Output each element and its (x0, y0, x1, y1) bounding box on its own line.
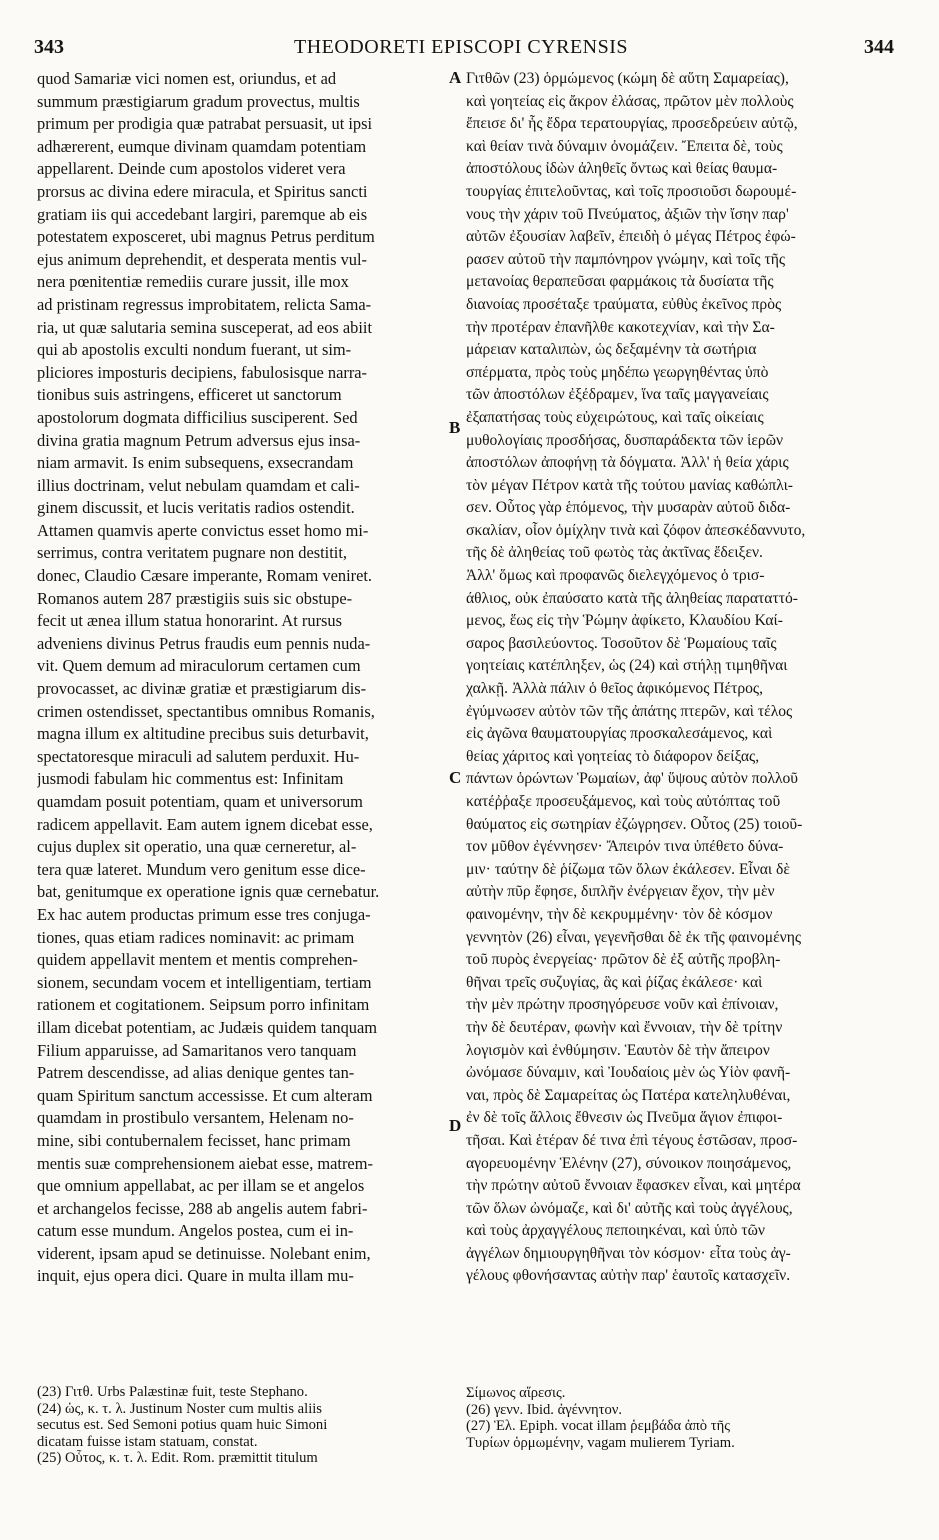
latin-text-line: pliciores imposturis decipiens, fabulosisque narra- (37, 362, 368, 382)
greek-text-line: άθλιος, οὐκ ἐπαύσατο κατὰ τῆς ἀληθείας παραταττό- (466, 589, 798, 607)
footnote-line: (27) Ἑλ. Epiph. vocat illam ῥεμβάδα ἀπὸ τῆς (466, 1418, 731, 1435)
greek-text-line: αὐτῶν ἐξουσίαν λαβεῖν, ἐπειδὴ ὁ μέγας Πέτρος ἐφώ- (466, 228, 796, 246)
latin-text-line: que omnium appellabat, ac per illam se et angelos (37, 1176, 365, 1196)
greek-text-line: χαλκῇ. Ἀλλὰ πάλιν ὁ θεῖος ἀφικόμενος Πέτρος, (466, 680, 764, 698)
latin-text-line: summum præstigiarum gradum provectus, multis (37, 91, 360, 111)
greek-text-line: ναι, πρὸς δὲ Σαμαρείτας ὡς Πατέρα κατεληλυθέναι, (466, 1086, 791, 1104)
latin-text-line: primum per prodigia quæ patrabat persuasit, ut ipsi (37, 114, 373, 134)
greek-text-line: μυθολογίαις προσδήσας, δυσπαράδεκτα τῶν ἱερῶν (466, 431, 784, 449)
latin-text-line: Filium apparuisse, ad Samaritanos vero tanquam (37, 1040, 357, 1060)
latin-text-line: gratiam iis qui accedebant largiri, paremque ab eis (37, 204, 368, 224)
greek-text-line: γέλους φθονήσαντας αὐτὴν παρ' ἑαυτοῖς κατασχεῖν. (466, 1267, 791, 1285)
greek-text-line: ἐξαπατήσας τοὺς εὐχειρώτους, καὶ ταῖς οἰκείαις (466, 408, 764, 426)
greek-text-line: ἀγγέλων δημιουργηθῆναι τὸν κόσμον· εἶτα τοὺς ἀγ- (466, 1244, 791, 1262)
latin-text-line: fecit ut ænea illum statua honorarint. At rursus (37, 611, 342, 631)
footnote-line: (25) Οὗτος, κ. τ. λ. Edit. Rom. præmittit titulum (37, 1450, 318, 1467)
latin-text-line: catum esse mundum. Angelos postea, cum ei in- (37, 1221, 354, 1241)
latin-text-line: mentis suæ comprehensionem aiebat esse, matrem- (37, 1153, 373, 1173)
latin-text-line: illam dicebat potentiam, ac Judæis quidem tanquam (37, 1017, 378, 1037)
latin-text-line: potestatem exposceret, ubi magnus Petrus perditum (37, 227, 375, 247)
greek-text-line: τῆσαι. Καὶ ἑτέραν δέ τινα ἐπὶ τέγους ἑστῶσαν, προσ- (466, 1131, 798, 1149)
greek-text-line: ἔπεισε δι' ἧς ἔδρα τερατουργίας, προσεδρεύειν αὐτῷ, (466, 115, 798, 133)
latin-text-line: spectatoresque miraculi ad salutem perduxit. Hu- (37, 746, 360, 766)
latin-text-line: donec, Claudio Cæsare imperante, Romam veniret. (37, 566, 373, 586)
latin-text-line: radicem appellavit. Eam autem ignem dicebat esse, (37, 814, 373, 834)
greek-text-line: σαρος βασιλεύοντος. Τοσοῦτον δὲ Ῥωμαίους ταῖς (466, 634, 777, 652)
greek-text-line: ἐγύμνωσεν αὐτὸν τῶν τῆς ἀπάτης πτερῶν, καὶ τέλος (466, 702, 793, 720)
footnote-line: Σίμωνος αἵρεσις. (466, 1385, 566, 1401)
footnotes-left (37, 1384, 465, 1467)
latin-text-column (37, 68, 465, 1288)
latin-text-line: Ex hac autem productas primum esse tres conjuga- (37, 904, 371, 924)
greek-text-line: τον μῦθον ἐγέννησεν· Ἄπειρόν τινα ὑπέθετο δύνα- (466, 838, 784, 856)
greek-text-column (466, 68, 896, 1288)
latin-text-line: niam armavit. Is enim subsequens, exsecrandam (37, 453, 354, 473)
greek-text-line: εἰς ἀγῶνα θαυματουργίας προσκαλεσάμενος, καὶ (466, 725, 773, 743)
greek-text-line: Ἀλλ' ὅμως καὶ προφανῶς διελεγχόμενος ὁ τρισ- (466, 567, 765, 585)
footnote-line: (26) γενν. Ibid. ἀγέννητον. (466, 1401, 623, 1418)
greek-text-line: φαινομένην, τὴν δὲ κεκρυμμένην· τὸν δὲ κόσμον (466, 905, 773, 923)
latin-text-line: ginem discussit, et lucis veritatis radios ostendit. (37, 498, 355, 518)
greek-text-line: ρασεν αὐτοῦ τὴν παμπόνηρον γνώμην, καὶ τοῖς τῆς (466, 250, 786, 268)
greek-text-line: γεννητὸν (26) εἶναι, γεγενῆσθαι δὲ ἐκ τῆς φαινομένης (466, 928, 802, 946)
latin-text-line: tionibus suis astringens, efficeret ut sanctorum (37, 385, 342, 405)
greek-text-line: τοῦ πυρὸς ἐνεργείας· πρῶτον δὲ ἐξ αὐτῆς προβλη- (466, 951, 781, 969)
greek-text-line: τὴν δὲ δευτέραν, φωνὴν καὶ ἔννοιαν, τὴν δὲ τρίτην (466, 1018, 783, 1036)
greek-text-line: Γιτθῶν (23) ὁρμώμενος (κώμη δὲ αὕτη Σαμαρείας), (466, 70, 789, 87)
footnote-line: (24) ὡς, κ. τ. λ. Justinum Noster cum multis aliis (37, 1400, 322, 1417)
latin-text-line: ria, ut quæ salutaria semina susceperat, ad eos abiit (37, 317, 372, 337)
footnote-line: (23) Γιτθ. Urbs Palæstinæ fuit, teste Stephano. (37, 1384, 308, 1400)
latin-text-line: provocasset, ac divinæ gratiæ et præstigiarum dis- (37, 679, 367, 699)
latin-text-line: rationem et cogitationem. Seipsum porro infinitam (37, 995, 370, 1015)
latin-text-line: tiones, quas etiam radices nominavit: ac primam (37, 927, 355, 947)
latin-text-line: nera pœnitentiæ remediis curare jussit, ille mox (37, 272, 349, 292)
margin-marker-a: A (449, 68, 462, 87)
greek-text-line: ἀποστόλους ἰδὼν ἀληθεῖς ὄντως καὶ θείας θαυμα- (466, 160, 778, 178)
margin-marker-b: B (449, 418, 461, 437)
latin-text-line: quamdam in prostibulo versantem, Helenam no- (37, 1108, 354, 1128)
greek-text-line: σκαλίαν, οἷον ὁμίχλην τινὰ καὶ ζόφον ἀπεσκέδαννυτο, (466, 521, 806, 539)
latin-text-line: apostolorum dogmata difficilius susciperent. Sed (37, 407, 358, 427)
latin-text-line: inquit, ejus opera dici. Quare in multa illam mu- (37, 1266, 354, 1286)
latin-text-line: ejus animum deprehendit, et desperata mentis vul- (37, 249, 367, 269)
latin-text-line: adhærerent, eumque divinam quamdam potentiam (37, 136, 367, 156)
greek-text-line: μετανοίας θεραπεῦσαι φαρμάκοις τὰ δυσίατα τῆς (466, 273, 774, 291)
latin-text-line: ad pristinam regressus improbitatem, relicta Sama- (37, 294, 372, 314)
greek-text-line: σεν. Οὗτος γὰρ ἑπόμενος, τὴν μυσαρὰν αὐτοῦ διδα- (466, 499, 791, 517)
latin-text-line: prorsus ac divina edere miracula, et Spiritus sancti (37, 181, 368, 201)
latin-text-line: jusmodi fabulam hic commentus est: Infinitam (37, 769, 344, 789)
latin-text-line: vit. Quem demum ad miraculorum certamen cum (37, 656, 361, 676)
greek-text-line: τῶν ὅλων ὠνόμαζε, καὶ δι' αὐτῆς καὶ τοὺς ἀγγέλους, (466, 1199, 793, 1217)
latin-text-line: quam Spiritum sanctum accessisse. Et cum alteram (37, 1085, 373, 1105)
margin-marker-d: D (449, 1116, 462, 1135)
greek-text-line: μιν· ταύτην δὲ ῥίζωμα τῶν ὅλων ἐκάλεσεν. Εἶναι δὲ (466, 860, 790, 878)
greek-text-line: αὐτὴν πῦρ ἔφησε, διπλῆν ἐνέργειαν ἔχον, τὴν μὲν (466, 883, 775, 901)
greek-text-line: ὠνόμασε δύναμιν, καὶ Ἰουδαίοις μὲν ὡς Υἱὸν φανῆ- (466, 1064, 791, 1082)
latin-text-line: et archangelos fecisse, 288 ab angelis autem fabri- (37, 1198, 368, 1218)
latin-text-line: illius doctrinam, velut nebulam quamdam et cali- (37, 475, 360, 495)
greek-text-line: ἐν δὲ τοῖς ἄλλοις ἔθνεσιν ὡς Πνεῦμα ἅγιον ἐπιφοι- (466, 1109, 783, 1127)
greek-text-line: κατέῤῥαξε προσευξάμενος, καὶ τοὺς αὐτόπτας τοῦ (466, 793, 781, 810)
latin-text-line: mine, sibi contubernalem fecisset, hanc primam (37, 1130, 351, 1150)
latin-text-line: sionem, secundam vocem et intelligentiam, tertiam (37, 972, 372, 992)
latin-text-line: Romanos autem 287 præstigiis suis sic obstupe- (37, 588, 353, 608)
margin-marker-c: C (449, 768, 462, 787)
greek-text-line: μενος, ἕως εἰς τὴν Ῥώμην ἀφίκετο, Κλαυδίου Καί- (466, 612, 783, 630)
latin-text-line: appellarent. Deinde cum apostolos videret vera (37, 159, 346, 179)
latin-text-line: Patrem descendisse, ad alias denique gentes tan- (37, 1063, 355, 1083)
latin-text-line: serrimus, contra veritatem pugnare non destitit, (37, 543, 347, 563)
greek-text-line: καὶ τοὺς ἀρχαγγέλους πεποιηκέναι, καὶ ὑπὸ τῶν (466, 1222, 765, 1240)
greek-text-line: τῆς δὲ ἀληθείας τοῦ φωτὸς τὰς ἀκτῖνας ἔδειξεν. (466, 544, 763, 562)
latin-text-line: qui ab apostolis exculti nondum fuerant, ut sim- (37, 340, 352, 360)
running-title: THEODORETI EPISCOPI CYRENSIS (293, 36, 629, 58)
greek-text-line: νους τὴν χάριν τοῦ Πνεύματος, ἀξιῶν τὴν ἴσην παρ' (466, 205, 789, 223)
latin-text-line: adveniens divinus Petrus fraudis eum pennis nuda- (37, 633, 371, 653)
greek-text-line: αγορευομένην Ἑλένην (27), σύνοικον ποιησάμενος, (466, 1154, 792, 1172)
greek-text-line: σπέρματα, πρὸς τοὺς μηδέπω γεωργηθέντας ὑπὸ (466, 363, 769, 381)
greek-text-line: θείας χάριτος καὶ γοητείας τὸ διάφορον δείξας, (466, 747, 760, 765)
page-number-right: 344 (864, 36, 894, 58)
latin-text-line: cujus duplex sit operatio, una quæ cerneretur, al- (37, 837, 357, 857)
latin-text-line: magna illum ex altitudine precibus suis deturbavit, (37, 724, 369, 744)
greek-text-line: τῶν ἀποστόλων ἐξέδραμεν, ἵνα ταῖς μαγγανείαις (466, 386, 769, 404)
footnotes-right (466, 1385, 896, 1451)
latin-text-line: quamdam posuit potentiam, quam et universorum (37, 792, 363, 811)
greek-text-line: ἀποστόλων ἀποφήνῃ τὰ δόγματα. Ἀλλ' ἡ θεία χάρις (466, 454, 789, 472)
page-number-left: 343 (34, 36, 64, 58)
greek-text-line: θαύματος εἰς σωτηρίαν ἐζώγρησεν. Οὗτος (25) τοιοῦ- (466, 815, 803, 833)
greek-text-line: γοητείαις κατέπληξεν, ὡς (24) καὶ στήλῃ τιμηθῆναι (466, 657, 788, 675)
greek-text-line: τὴν μὲν πρώτην προσηγόρευσε νοῦν καὶ ἐπίνοιαν, (466, 996, 779, 1014)
footnote-line: dicatam fuisse istam statuam, constat. (37, 1433, 258, 1450)
latin-text-line: viderent, ipsam apud se detinuisse. Nolebant enim, (37, 1243, 371, 1263)
greek-text-line: τουργίας ἐπιτελοῦντας, καὶ τοῖς προσιοῦσι δωρουμέ- (466, 182, 797, 200)
footnote-line: Τυρίων ὁρμωμένην, vagam mulierem Tyriam. (466, 1434, 735, 1451)
greek-text-line: πάντων ὁρώντων Ῥωμαίων, ἀφ' ὕψους αὐτὸν πολλοῦ (466, 770, 799, 788)
latin-text-line: tera quæ lateret. Mundum vero genitum esse dice- (37, 859, 366, 879)
greek-text-line: λογισμὸν καὶ ἐνθύμησιν. Ἑαυτὸν δὲ τὴν ἄπειρον (466, 1041, 770, 1059)
latin-text-line: divina gratia magnum Petrum adversus ejus insa- (37, 430, 361, 450)
latin-text-line: bat, genitumque ex operatione ignis quæ cernebatur. (37, 882, 380, 902)
latin-text-line: crimen ostendisset, spectantibus omnibus Romanis, (37, 701, 375, 721)
greek-text-line: τὴν πρώτην αὐτοῦ ἔννοιαν ἔφασκεν εἶναι, καὶ μητέρα (466, 1177, 801, 1195)
page-header (28, 30, 894, 60)
greek-text-line: θῆναι τρεῖς συζυγίας, ἃς καὶ ῥίζας ἐκάλεσε· καὶ (466, 973, 763, 991)
greek-text-line: τὴν προτέραν ἐπανῆλθε κακοτεχνίαν, καὶ τὴν Σα- (466, 318, 775, 336)
latin-text-line: Attamen quamvis aperte convictus esset homo mi- (37, 520, 369, 540)
greek-text-line: διανοίας προσέταξε τραύματα, εὐθὺς ἐκεῖνος πρὸς (466, 295, 782, 313)
greek-text-line: καὶ γοητείας εἰς ἄκρον ἐλάσας, πρῶτον μὲν πολλοὺς (466, 92, 794, 110)
footnote-line: secutus est. Sed Semoni potius quam huic Simoni (37, 1417, 328, 1434)
latin-text-line: quod Samariæ vici nomen est, oriundus, et ad (37, 69, 337, 88)
latin-text-line: quidem appellavit mentem et mentis comprehen- (37, 950, 358, 970)
greek-text-line: καὶ θείαν τινὰ δύναμιν ὀνομάζειν. Ἔπειτα δὲ, τοὺς (466, 137, 783, 155)
greek-text-line: τὸν μέγαν Πέτρον κατὰ τῆς τούτου μανίας καθώπλι- (466, 476, 793, 494)
greek-text-line: μάρειαν καταλιπὼν, ὡς δεξαμένην τὰ σωτήρια (466, 341, 757, 359)
